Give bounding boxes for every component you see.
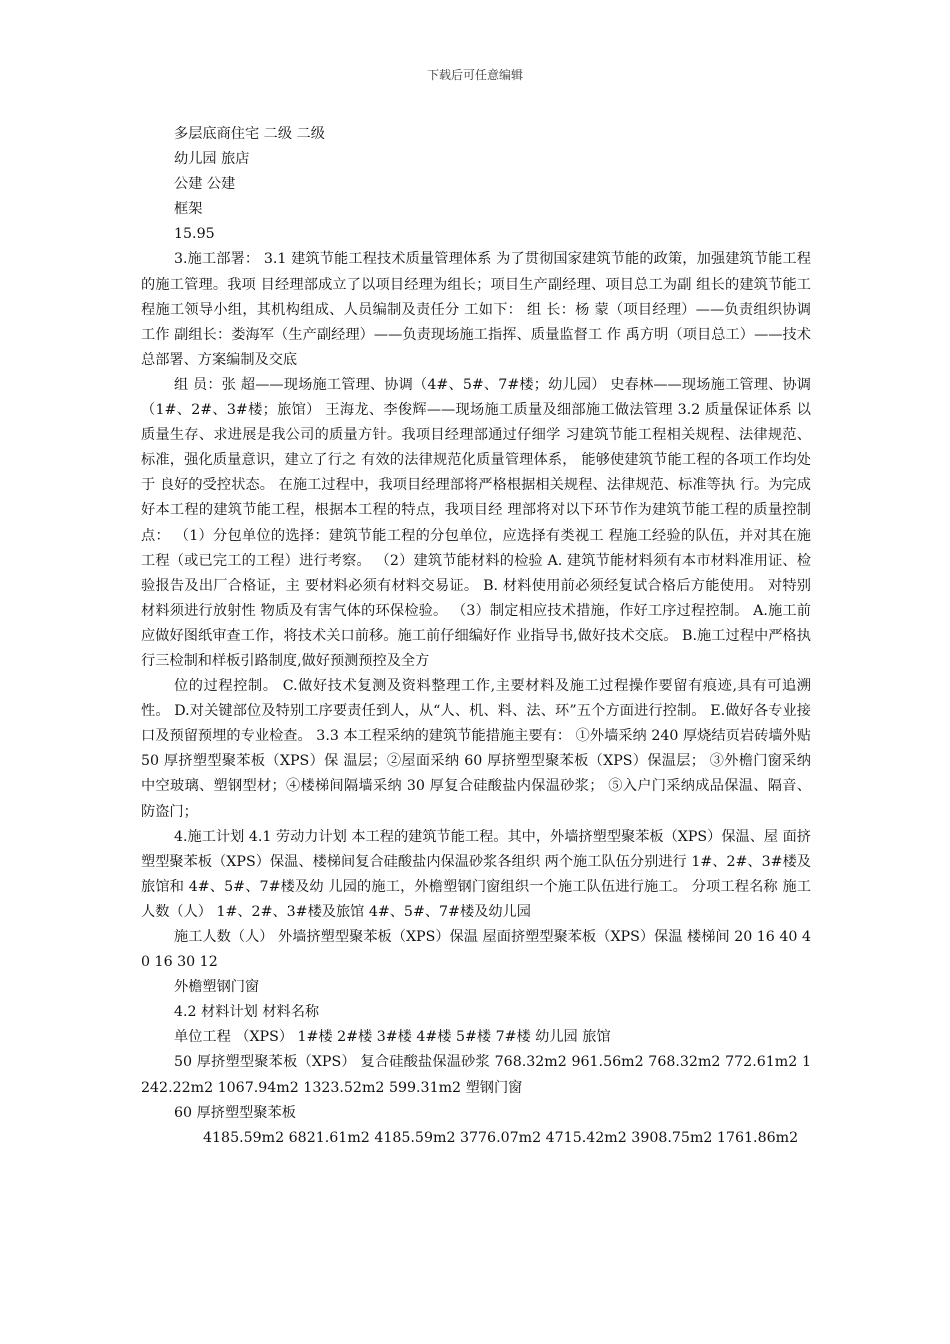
paragraph-labor-numbers: 施工人数（人） 外墙挤塑型聚苯板（XPS）保温 屋面挤塑型聚苯板（XPS）保温 楼梯间 20 16 40 40 16 30 12 <box>141 929 811 971</box>
page-header: 下载后可任意编辑 <box>426 68 523 82</box>
paragraph-team-members: 组 员：张 超——现场施工管理、协调（4#、5#、7#楼；幼儿园） 史春林——现场施工管理、协调（1#、2#、3#楼；旅馆） 王海龙、李俊辉——现场施工质量及细部施工做法管理 3.2 质量保证体系 以质量生存、求进展是我公司的质量方针。我项目经理部通过仔细学 习建筑节能工程相关规程、法律规范、标准，强化质量意识，建立了行之 有效的法律规范化质量管理体系， 能够使建筑节能工程的各项工作均处于 良好的受控状态。 在施工过程中，我项目经理部将严格根据相关规程、法律规范、标准等执 行。为完成好本工程的建筑节能工程，根据本工程的特点，我项目经 理部将对以下环节作为建筑节能工程的质量控制点： （1）分包单位的选择：建筑节能工程的分包单位，应选择有类视工 程施工经验的队伍，并对其在施工程（或已完工的工程）进行考察。 （2）建筑节能材料的检验 A. 建筑节能材料须有本市材料准用证、检验报告及出厂合格证，主 要材料必须有材料交易证。 B. 材料使用前必须经复试合格后方能使用。 对特别材料须进行放射性 物质及有害气体的环保检验。 （3）制定相应技术措施，作好工序过程控制。 A.施工前应做好图纸审查工作，将技术关口前移。施工前仔细编好作 业指导书,做好技术交底。 B.施工过程中严格执行三检制和样板引路制度,做好预测预控及全方 <box>141 376 811 669</box>
paragraph-height: 15.95 <box>174 226 215 243</box>
paragraph-unit-header: 单位工程 （XPS） 1#楼 2#楼 3#楼 4#楼 5#楼 7#楼 幼儿园 旅馆 <box>174 1029 611 1046</box>
paragraph-construction-plan: 4.施工计划 4.1 劳动力计划 本工程的建筑节能工程。其中，外墙挤塑型聚苯板（XPS）保温、屋 面挤塑型聚苯板（XPS）保温、楼梯间复合硅酸盐内保温砂浆各组织 两个施工队伍分别进行 1#、2#、3#楼及旅馆和 4#、5#、7#楼及幼 儿园的施工，外檐塑钢门窗组织一个施工队伍进行施工。 分项工程名称 施工人数（人） 1#、2#、3#楼及旅馆 4#、5#、7#楼及幼儿园 <box>141 828 811 920</box>
document-body <box>141 122 811 1151</box>
paragraph-60-xps: 60 厚挤塑型聚苯板 <box>174 1104 296 1121</box>
paragraph-construction-deployment: 3.施工部署： 3.1 建筑节能工程技术质量管理体系 为了贯彻国家建筑节能的政策，加强建筑节能工程的施工管理。我项 目经理部成立了以项目经理为组长；项目生产副经理、项目总工为副 组长的建筑节能工程施工领导小组，其机构组成、人员编制及责任分 工如下： 组 长：杨 蒙（项目经理）——负责组织协调工作 副组长：娄海军（生产副经理）——负责现场施工指挥、质量监督工 作 禹方明（项目总工）——技术总部署、方案编制及交底 <box>141 251 811 368</box>
paragraph-public: 公建 公建 <box>174 176 236 193</box>
paragraph-60-xps-quantities: 4185.59m2 6821.61m2 4185.59m2 3776.07m2 4715.42m2 3908.75m2 1761.86m2 <box>203 1129 799 1146</box>
paragraph-material-quantities: 50 厚挤塑型聚苯板（XPS） 复合硅酸盐保温砂浆 768.32m2 961.56m2 768.32m2 772.61m2 1242.22m2 1067.94m2 1323.52m2 599.31m2 塑钢门窗 <box>141 1054 811 1096</box>
paragraph-frame: 框架 <box>174 201 203 218</box>
paragraph-material-plan: 4.2 材料计划 材料名称 <box>174 1004 320 1021</box>
paragraph-windows: 外檐塑钢门窗 <box>174 979 260 996</box>
paragraph-process-control: 位的过程控制。 C.做好技术复测及资料整理工作,主要材料及施工过程操作要留有痕迹,具有可追溯性。 D.对关键部位及特别工序要责任到人，从“人、机、料、法、环”五个方面进行控制。 E.做好各专业接口及预留预埋的专业检查。 3.3 本工程采纳的建筑节能措施主要有： ①外墙采纳 240 厚烧结页岩砖墙外贴 50 厚挤塑型聚苯板（XPS）保 温层；②屋面采纳 60 厚挤塑型聚苯板（XPS）保温层； ③外檐门窗采纳中空玻璃、塑钢型材；④楼梯间隔墙采纳 30 厚复合硅酸盐内保温砂浆； ⑤入户门采纳成品保温、隔音、防盗门； <box>141 678 811 820</box>
paragraph-building-names: 幼儿园 旅店 <box>174 151 250 168</box>
paragraph-building-type: 多层底商住宅 二级 二级 <box>174 126 325 142</box>
